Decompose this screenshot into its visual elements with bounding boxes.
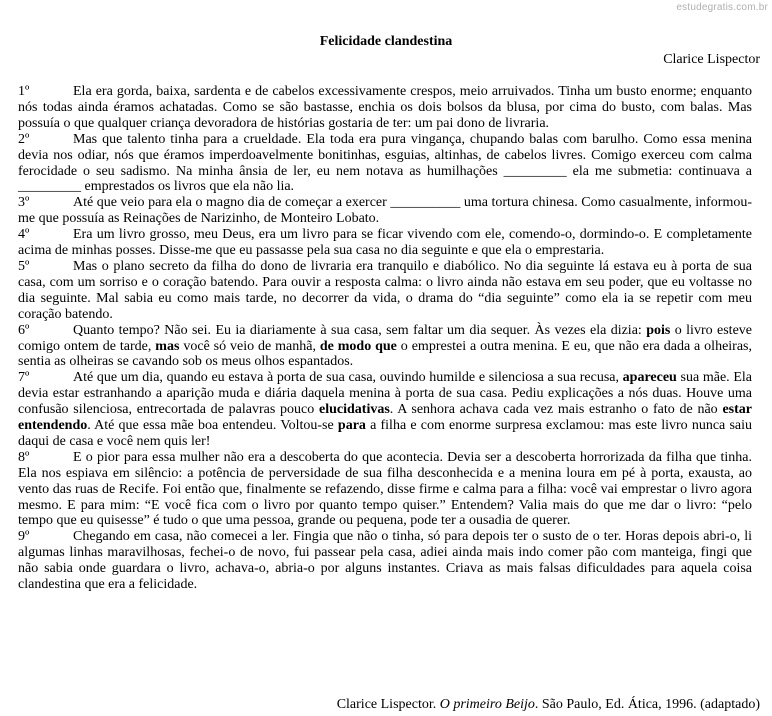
source-publisher: . São Paulo, Ed. Ática, 1996. (adaptado) xyxy=(534,697,760,712)
paragraph-number: 4º xyxy=(18,227,30,243)
source-citation xyxy=(337,697,760,713)
paragraph-4 xyxy=(18,227,752,259)
author-name: Clarice Lispector xyxy=(663,52,760,67)
paragraph-text: . Até que essa mãe boa entendeu. Voltou-se xyxy=(87,418,338,434)
paragraph-number: 7º xyxy=(18,370,30,386)
bold-term: para xyxy=(337,418,366,434)
paragraph-text: Mas o plano secreto da filha do dono de livraria era tranquilo e diabólico. No dia seguinte lá estava eu à porta de sua casa, com um sorriso e o coração batendo. Para ouvir a resposta calma: o livro ainda não estava em seu poder, que eu voltasse no dia seguinte. Mal sabia eu como mais tarde, no decorrer da vida, o drama do “dia seguinte” como ela ia se repetir com meu coração batendo. xyxy=(18,258,752,322)
paragraph-text: você só veio de manhã, xyxy=(179,338,320,354)
bold-term: pois xyxy=(646,322,671,338)
paragraph-number: 5º xyxy=(18,258,30,274)
bold-term: de modo que xyxy=(319,338,397,354)
paragraph-text: a filha e com enorme surpresa exclamou: mas este livro nunca saiu daqui de casa e você nem quis ler! xyxy=(18,418,752,449)
paragraph-number: 9º xyxy=(18,529,30,545)
paragraph-text: . A senhora achava cada vez mais estranho o fato de não xyxy=(389,402,723,418)
paragraph-6 xyxy=(18,323,752,371)
paragraph-1 xyxy=(18,84,752,132)
paragraph-number: 2º xyxy=(18,131,30,147)
text-body xyxy=(18,84,752,593)
source-book-title: O primeiro Beijo xyxy=(439,697,535,712)
watermark: estudegratis.com.br xyxy=(676,2,768,13)
paragraph-2 xyxy=(18,132,752,196)
paragraph-9 xyxy=(18,529,752,593)
paragraph-text: o emprestei a outra menina. E eu, que não era dada a olheiras, sentia as olheiras se cavando sob os meus olhos espantados. xyxy=(18,338,752,370)
paragraph-text: sua mãe. Ela devia estar estranhando a aparição muda e diária daquela menina à porta de sua casa. Pediu explicações a nós duas. Houve uma confusão silenciosa, entrecortada de palavras pouco xyxy=(18,370,752,418)
paragraph-text: Mas que talento tinha para a crueldade. Ela toda era pura vingança, chupando balas com barulho. Como essa menina devia nos odiar, nós que éramos imperdoavelmente bonitinhas, esguias, altinhas, de cabelos livres. Comigo exerceu com calma ferocidade o seu sadismo. Na minha ânsia de ler, eu nem notava as humilhações _________ ela me submetia: continuava a _________ emprestados os livros que ela não lia. xyxy=(18,131,752,195)
paragraph-number: 6º xyxy=(18,322,30,338)
bold-term: mas xyxy=(155,338,180,354)
paragraph-8 xyxy=(18,450,752,530)
paragraph-number: 3º xyxy=(18,195,30,211)
paragraph-text: Até que um dia, quando eu estava à porta de sua casa, ouvindo humilde e silenciosa a sua recusa, xyxy=(73,370,623,386)
paragraph-text: Até que veio para ela o magno dia de começar a exercer __________ uma tortura chinesa. Como casualmente, informou-me que possuía as Reinações de Narizinho, de Monteiro Lobato. xyxy=(18,195,752,227)
page-title: Felicidade clandestina xyxy=(319,34,453,49)
source-author: Clarice Lispector. xyxy=(336,697,440,712)
paragraph-3 xyxy=(18,195,752,227)
paragraph-number: 8º xyxy=(18,449,30,465)
bold-term: apareceu xyxy=(622,370,677,386)
paragraph-7 xyxy=(18,370,752,450)
paragraph-text: Chegando em casa, não comecei a ler. Fingia que não o tinha, só para depois ter o susto de o ter. Horas depois abri-o, li algumas linhas maravilhosas, fechei-o de novo, fui passear pela casa, adiei ainda mais indo comer pão com manteiga, fingi que não sabia onde guardara o livro, achava-o, abria-o por alguns instantes. Criava as mais falsas dificuldades para aquela coisa clandestina que era a felicidade. xyxy=(18,529,752,593)
paragraph-text: Quanto tempo? Não sei. Eu ia diariamente à sua casa, sem faltar um dia sequer. Às vezes ela dizia: xyxy=(73,322,647,338)
paragraph-text: Era um livro grosso, meu Deus, era um livro para se ficar vivendo com ele, comendo-o, dormindo-o. E completamente acima de minhas posses. Disse-me que eu passasse pela sua casa no dia seguinte e que ela o emprestaria. xyxy=(18,227,752,259)
paragraph-text: Ela era gorda, baixa, sardenta e de cabelos excessivamente crespos, meio arruivados. Tinha um busto enorme; enquanto nós todas ainda éramos achatadas. Como se são bastasse, enchia os dois bolsos da blusa, por cima do busto, com balas. Mas possuía o que qualquer criança devoradora de histórias gostaria de ter: um pai dono de livraria. xyxy=(18,84,752,131)
bold-term: elucidativas xyxy=(319,402,390,418)
paragraph-text: E o pior para essa mulher não era a descoberta do que acontecia. Devia ser a descoberta horrorizada da filha que tinha. Ela nos espiava em silêncio: a potência de perversidade de sua filha desconhecida e a menina loura em pé à porta, exausta, ao vento das ruas de Recife. Foi então que, finalmente se refazendo, disse firme e calma para a filha: você vai emprestar o livro agora mesmo. E para mim: “E você fica com o livro por quanto tempo quiser.” Entendem? Valia mais do que me dar o livro: “pelo tempo que eu quisesse” é tudo o que uma pessoa, grande ou pequena, pode ter a ousadia de querer. xyxy=(18,449,752,529)
paragraph-5 xyxy=(18,259,752,323)
bold-term: estar entendendo xyxy=(18,402,752,434)
paragraph-text: o livro esteve comigo ontem de tarde, xyxy=(18,322,752,354)
paragraph-number: 1º xyxy=(18,84,30,99)
